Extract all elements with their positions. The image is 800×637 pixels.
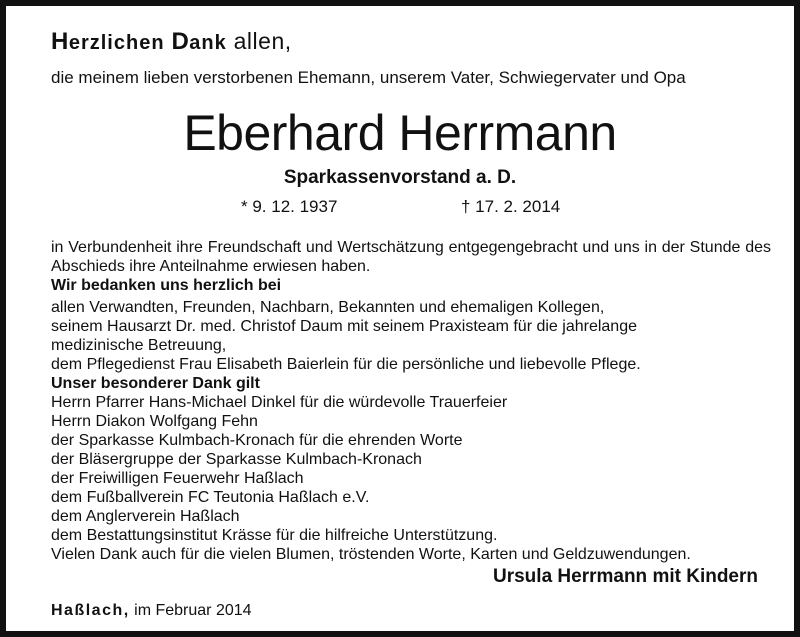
death-date: † 17. 2. 2014 xyxy=(461,197,561,216)
thanks-word-2: ank xyxy=(189,32,227,54)
deceased-name: Eberhard Herrmann xyxy=(183,105,617,161)
section1-line: allen Verwandten, Freunden, Nachbarn, Bekannten und ehemaligen Kollegen, xyxy=(51,299,605,316)
section1-line: medizinische Betreuung, xyxy=(51,337,227,354)
section2-line: der Freiwilligen Feuerwehr Haßlach xyxy=(51,470,304,487)
intro-line: die meinem lieben verstorbenen Ehemann, unserem Vater, Schwiegervater und Opa xyxy=(51,68,686,87)
place-town: Haßlach, xyxy=(51,602,130,619)
deceased-role: Sparkassenvorstand a. D. xyxy=(283,167,517,188)
section2-line: Herrn Pfarrer Hans-Michael Dinkel für die würdevolle Trauerfeier xyxy=(51,394,508,411)
section2-line: dem Fußballverein FC Teutonia Haßlach e.V. xyxy=(51,489,370,506)
birth-date: * 9. 12. 1937 xyxy=(241,197,338,216)
thanks-initial-h: H xyxy=(51,28,69,55)
place-date xyxy=(51,602,252,620)
section2-line: dem Bestattungsinstitut Krässe für die hilfreiche Unterstützung. xyxy=(51,527,498,544)
section1-line: dem Pflegedienst Frau Elisabeth Baierlein für die persönliche und liebevolle Pflege. xyxy=(51,356,641,373)
section1-heading: Wir bedanken uns herzlich bei xyxy=(51,277,282,294)
signature: Ursula Herrmann mit Kindern xyxy=(493,566,758,587)
section2-line: Herrn Diakon Wolfgang Fehn xyxy=(51,413,258,430)
closing-line: Vielen Dank auch für die vielen Blumen, tröstenden Worte, Karten und Geldzuwendungen. xyxy=(51,546,691,563)
thanks-body xyxy=(51,238,771,564)
section1-line: seinem Hausarzt Dr. med. Christof Daum mit seinem Praxisteam für die jahrelange xyxy=(51,318,637,335)
section2-line: dem Anglerverein Haßlach xyxy=(51,508,240,525)
section2-line: der Bläsergruppe der Sparkasse Kulmbach-Kronach xyxy=(51,451,422,468)
thanks-word-rest: allen, xyxy=(233,28,292,54)
opening-paragraph: in Verbundenheit ihre Freundschaft und Wertschätzung entgegengebracht und uns in der Stunde des Abschieds ihre Anteilnahme erwiesen haben. xyxy=(51,239,771,275)
thanks-word-1: erzlichen xyxy=(68,32,165,54)
thanks-initial-d: D xyxy=(171,28,190,55)
thanks-heading xyxy=(51,28,292,56)
place-month: im Februar 2014 xyxy=(134,602,252,619)
section2-line: der Sparkasse Kulmbach-Kronach für die ehrenden Worte xyxy=(51,432,463,449)
section2-heading: Unser besonderer Dank gilt xyxy=(51,375,260,392)
